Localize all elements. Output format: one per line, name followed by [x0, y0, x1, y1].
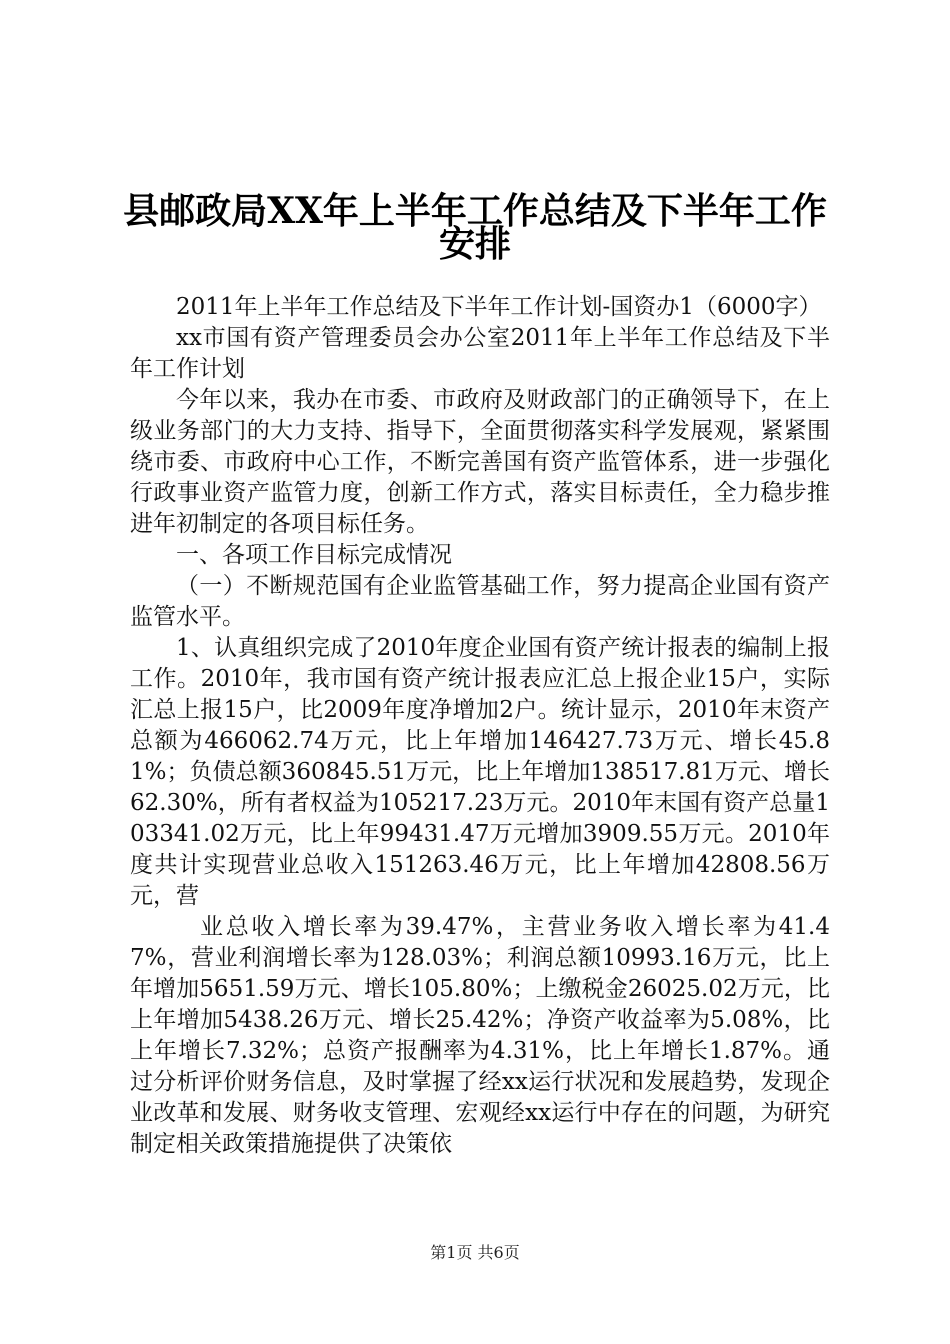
document-title-line-2: 安排 — [438, 223, 511, 265]
document-body — [130, 292, 830, 1160]
subsection-heading-1: （一）不断规范国有企业监管基础工作，努力提高企业国有资产监管水平。 — [130, 573, 830, 630]
paragraph-subtitle: 2011年上半年工作总结及下半年工作计划-国资办1（6000字） — [176, 294, 822, 320]
document-title-line-1: 县邮政局XX年上半年工作总结及下半年工作 — [123, 190, 827, 232]
paragraph-item-1-continued: 业总收入增长率为39.47%，主营业务收入增长率为41.47%，营业利润增长率为128.03%；利润总额10993.16万元，比上年增加5651.59万元、增长105.80%；上缴税金26025.02万元，比上年增加5438.26万元、增长25.42%；净资产收益率为5.08%，比上年增长7.32%；总资产报酬率为4.31%，比上年增长1.87%。通过分析评价财务信息，及时掌握了经xx运行状况和发展趋势，发现企业改革和发展、财务收支管理、宏观经xx运行中存在的问题，为研究制定相关政策措施提供了决策依 — [130, 914, 830, 1157]
section-heading-1: 一、各项工作目标完成情况 — [176, 542, 452, 568]
page-footer: 第1页 共6页 — [430, 1243, 520, 1262]
paragraph-heading-office: xx市国有资产管理委员会办公室2011年上半年工作总结及下半年工作计划 — [130, 325, 830, 382]
paragraph-item-1: 1、认真组织完成了2010年度企业国有资产统计报表的编制上报工作。2010年，我市国有资产统计报表应汇总上报企业15户，实际汇总上报15户，比2009年度净增加2户。统计显示，2010年末资产总额为466062.74万元，比上年增加146427.73万元、增长45.81%；负债总额360845.51万元，比上年增加138517.81万元、增长62.30%，所有者权益为105217.23万元。2010年末国有资产总量103341.02万元，比上年99431.47万元增加3909.55万元。2010年度共计实现营业总收入151263.46万元，比上年增加42808.56万元，营 — [130, 635, 830, 909]
paragraph-intro: 今年以来，我办在市委、市政府及财政部门的正确领导下，在上级业务部门的大力支持、指导下，全面贯彻落实科学发展观，紧紧围绕市委、市政府中心工作，不断完善国有资产监管体系，进一步强化行政事业资产监管力度，创新工作方式，落实目标责任，全力稳步推进年初制定的各项目标任务。 — [130, 387, 830, 537]
